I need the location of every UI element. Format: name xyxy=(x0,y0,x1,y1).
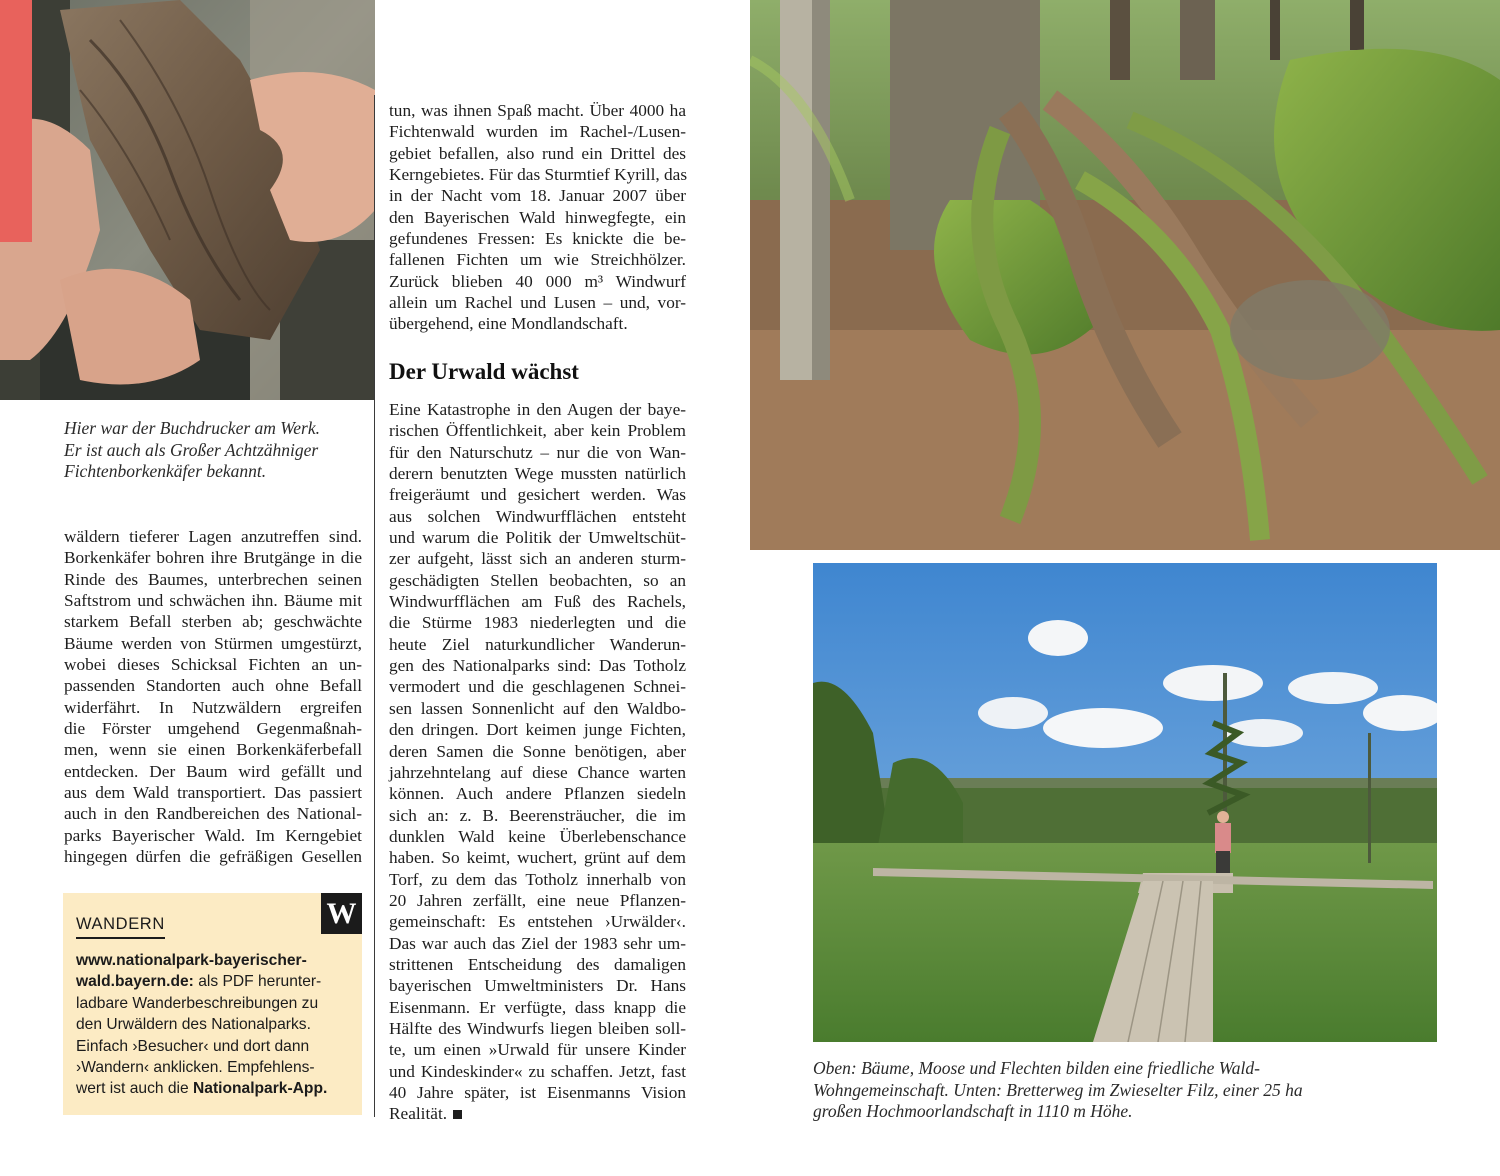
text-line: die Förster umgehend Gegenmaßnah- xyxy=(64,719,362,739)
text-line: Bäume werden von Stürmen umgestürzt, xyxy=(64,633,362,653)
left-column-text xyxy=(64,526,362,868)
caption-line: Er ist auch als Großer Achtzähniger xyxy=(64,439,319,460)
text-line: zer aufgeht, lässt sich an anderen sturm- xyxy=(389,549,686,569)
text-line: derern benutzten Wege mussten natürlich xyxy=(389,464,686,484)
text-line: tun, was ihnen Spaß macht. Über 4000 ha xyxy=(389,101,686,120)
info-line: ›Wandern‹ anklicken. Empfehlens- xyxy=(76,1059,315,1077)
text-line: sich an: z. B. Beerensträucher, die im xyxy=(389,805,686,825)
info-line: Einfach ›Besucher‹ und dort dann xyxy=(76,1037,310,1055)
website-link[interactable]: www.nationalpark-bayerischer- xyxy=(76,952,307,969)
text-line: können. Auch andere Pflanzen siedeln xyxy=(389,784,686,804)
info-line: ladbare Wanderbeschreibungen zu xyxy=(76,994,319,1012)
text-line: passenden Standorten auch ohne Befall xyxy=(64,676,362,696)
caption-line: Wohngemeinschaft. Unten: Bretterweg im Zwieselter Filz, einer 25 ha xyxy=(813,1079,1303,1100)
text-line: 20 Jahren zerfällt, eine neue Pflanzen- xyxy=(389,890,686,910)
text-line: men, wenn sie einen Borkenkäferbefall xyxy=(64,740,362,760)
text-line: Kerngebietes. Für das Sturmtief Kyrill, das xyxy=(389,165,688,185)
text-line: parks Bayerischer Wald. Im Kerngebiet xyxy=(64,825,362,845)
bark-photo-caption xyxy=(64,418,364,483)
website-link[interactable]: wald.bayern.de: xyxy=(76,973,194,991)
text-line: für den Naturschutz – nur die von Wan- xyxy=(389,442,686,462)
end-of-article-icon xyxy=(453,1110,462,1119)
info-line: wert ist auch die Nationalpark-App. xyxy=(76,1080,328,1098)
text-line: sen lassen Sonnenlicht auf den Waldbo- xyxy=(389,698,686,718)
text-line: aus solchen Windwurfflächen entsteht xyxy=(389,506,686,526)
text-line: gemeinschaft: Es entstehen ›Urwälder‹. xyxy=(389,912,686,932)
text-line: Rinde des Baumes, unterbrechen seinen xyxy=(64,569,362,589)
text-line: wobei dieses Schicksal Fichten an un- xyxy=(64,655,362,675)
text-line: den Bayerischen Wald hinwegfegte, ein xyxy=(389,207,686,227)
text-line: gebiet befallen, also rund ein Drittel des xyxy=(389,143,686,163)
caption-line: Oben: Bäume, Moose und Flechten bilden eine friedliche Wald- xyxy=(813,1058,1260,1078)
info-line: wald.bayern.de: als PDF herunter- xyxy=(76,973,322,991)
text-line: aus dem Wald transportiert. Das passiert xyxy=(64,783,362,803)
text-line: fallenen Fichten um wie Streichhölzer. xyxy=(389,250,686,270)
caption-line: Fichtenborkenkäfer bekannt. xyxy=(64,461,267,481)
text-line: Zurück blieben 40 000 m³ Windwurf xyxy=(389,271,686,291)
text-line: übergehend, eine Mondlandschaft. xyxy=(389,314,628,334)
text-line: jahrzehntelang auf diese Chance warten xyxy=(389,762,686,782)
text-line: geschädigten Stellen beobachten, so an xyxy=(389,570,686,590)
text-line: Fichtenwald wurden im Rachel-/Lusen- xyxy=(389,122,686,142)
text-line: gefundenes Fressen: Es knickte die be- xyxy=(389,229,686,249)
w-badge-icon: W xyxy=(321,893,362,934)
text-line: Borkenkäfer bohren ihre Brutgänge in die xyxy=(64,548,362,568)
middle-column-bottom-text xyxy=(389,399,686,1125)
info-box-wandern xyxy=(63,893,362,1115)
mossy-roots-photo xyxy=(750,0,1500,550)
accent-bar xyxy=(0,0,32,242)
text-line: auch in den Randbereichen des National- xyxy=(64,804,362,824)
info-box-title: WANDERN xyxy=(76,915,165,939)
text-line: und Kindeskinder« zu schaffen. Jetzt, fast xyxy=(389,1061,686,1081)
info-box-text xyxy=(76,950,348,1100)
text-line: heute Ziel naturkundlicher Wanderun- xyxy=(389,634,686,654)
text-line: 40 Jahre später, ist Eisenmanns Vision xyxy=(389,1083,686,1102)
caption-line: großen Hochmoorlandschaft in 1110 m Höhe. xyxy=(813,1101,1133,1121)
text-line: den dringen. Dort keimen junge Fichten, xyxy=(389,720,686,740)
text-line: entdecken. Der Baum wird gefällt und xyxy=(64,761,362,781)
text-line: bayerischen Umweltministers Dr. Hans xyxy=(389,976,686,996)
text-line: deren Samen die Sonne benötigen, aber xyxy=(389,741,686,761)
bark-photo xyxy=(0,0,375,400)
section-heading: Der Urwald wächst xyxy=(389,359,579,384)
text-line: die Stürme 1983 niederlegten und die xyxy=(389,613,686,633)
text-line: rischen Öffentlichkeit, aber kein Problem xyxy=(389,421,686,441)
text-line: in der Nacht vom 18. Januar 2007 über xyxy=(389,186,686,206)
text-line: Torf, zu dem das Totholz innerhalb von xyxy=(389,869,686,889)
text-line: strittenen Entscheidung des damaligen xyxy=(389,954,686,974)
text-line: Eisenmann. Er verfügte, dass knapp die xyxy=(389,997,686,1017)
text-line: wäldern tieferer Lagen anzutreffen sind. xyxy=(64,527,362,546)
text-line: starkem Befall sterben ab; geschwächte xyxy=(64,612,362,632)
text-line: Eine Katastrophe in den Augen der baye- xyxy=(389,400,686,419)
middle-column-top-text xyxy=(389,100,686,335)
info-line: den Urwäldern des Nationalparks. xyxy=(76,1016,311,1034)
text-line: dunklen Wald keine Überlebenschance xyxy=(389,826,686,846)
caption-line: Hier war der Buchdrucker am Werk. xyxy=(64,418,320,438)
info-line xyxy=(76,950,348,971)
text-line: te, um einen »Urwald für unsere Kinder xyxy=(389,1040,686,1060)
text-line: hingegen dürfen die gefräßigen Gesellen xyxy=(64,847,362,867)
text-line: Windwurfflächen am Fuß des Rachels, xyxy=(389,592,686,612)
boardwalk-photo xyxy=(813,563,1437,1042)
text-line: Saftstrom und schwächen ihn. Bäume mit xyxy=(64,591,362,611)
text-line: Das war auch das Ziel der 1983 sehr um- xyxy=(389,933,686,953)
text-line: haben. So keimt, wuchert, grünt auf dem xyxy=(389,848,686,868)
text-line: allein um Rachel und Lusen – und, vor- xyxy=(389,293,686,313)
text-line: Hälfte des Windwurfs liegen bleiben soll- xyxy=(389,1018,686,1038)
text-line: vermodert und die geschlagenen Schnei- xyxy=(389,677,686,697)
text-line: freigeräumt und gesichert werden. Was xyxy=(389,485,686,505)
text-line: Realität. xyxy=(389,1103,686,1124)
text-line: gen des Nationalparks sind: Das Totholz xyxy=(389,656,686,676)
column-divider xyxy=(374,95,375,1117)
text-line: widerfährt. In Nutzwäldern ergreifen xyxy=(64,697,362,717)
text-line: und warum die Politik der Umweltschüt- xyxy=(389,528,686,548)
right-photos-caption xyxy=(813,1058,1413,1123)
app-name: Nationalpark-App. xyxy=(193,1080,328,1098)
